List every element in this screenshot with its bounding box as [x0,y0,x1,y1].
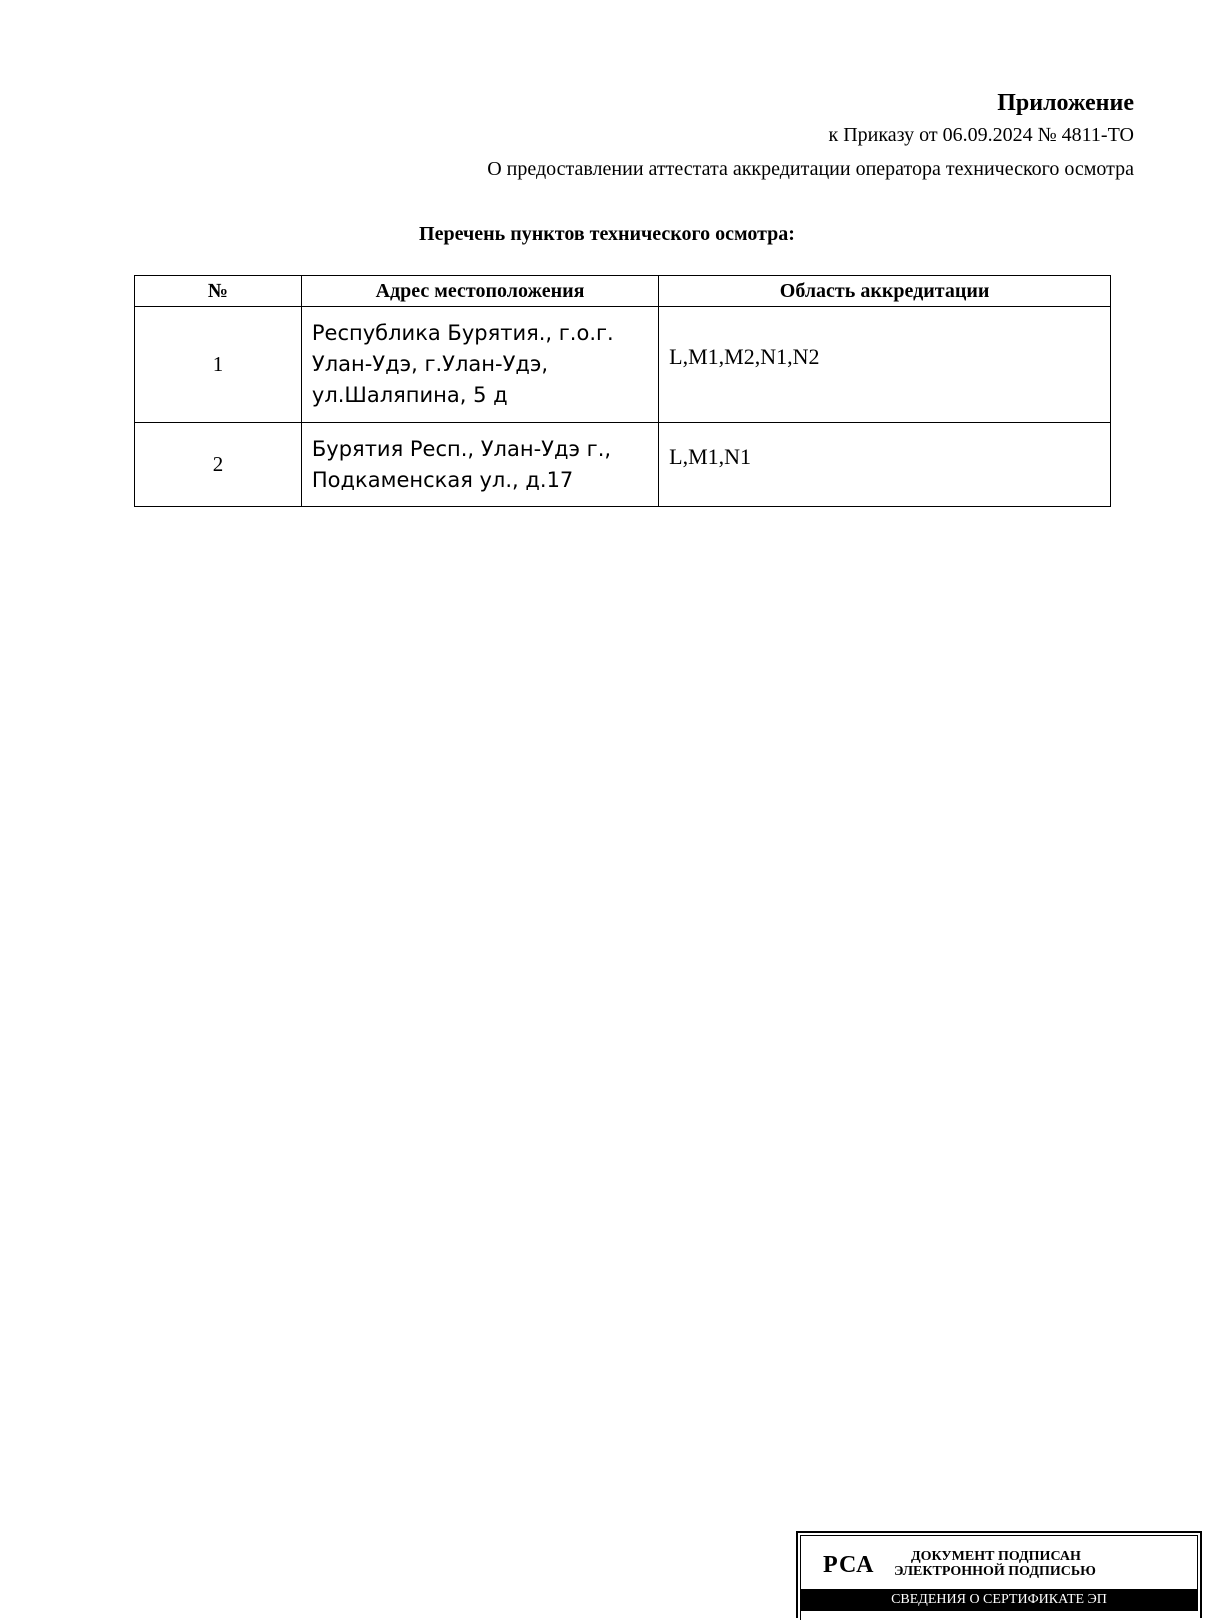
stamp-certificate-bar: СВЕДЕНИЯ О СЕРТИФИКАТЕ ЭП [800,1589,1198,1611]
row-address [301,307,658,423]
inspection-points-table [134,275,1111,507]
address-line: Улан-Удэ, г.Улан-Удэ, [311,352,549,376]
row-scope [659,307,1111,423]
list-title: Перечень пунктов технического осмотра: [419,223,795,245]
stamp-signed-line: ДОКУМЕНТ ПОДПИСАН [911,1549,1081,1564]
table-row [135,423,1111,507]
row-scope [659,423,1111,507]
address-line: Республика Бурятия., г.о.г. [311,321,614,345]
rsa-logo: РСА [823,1552,875,1578]
row-number: 2 [135,423,302,507]
row-address [301,423,658,507]
column-header-address: Адрес местоположения [301,276,658,307]
order-subject: О предоставлении аттестата аккредитации оператора технического осмотра [487,158,1134,180]
electronic-signature-stamp [796,1531,1202,1618]
address-line: Подкаменская ул., д.17 [311,467,574,492]
stamp-header [800,1535,1198,1589]
scope-text: L,M1,N1 [669,443,752,469]
stamp-divider [800,1611,801,1620]
column-header-number: № [135,276,302,307]
address-line: Бурятия Респ., Улан-Удэ г., [311,436,612,461]
scope-text: L,M1,M2,N1,N2 [669,343,820,369]
stamp-signature-line: ЭЛЕКТРОННОЙ ПОДПИСЬЮ [894,1564,1096,1579]
column-header-scope: Область аккредитации [659,276,1111,307]
row-number: 1 [135,307,302,423]
address-line: ул.Шаляпина, 5 д [311,383,508,407]
order-reference: к Приказу от 06.09.2024 № 4811-ТО [828,124,1134,146]
table-row [135,307,1111,423]
table-header-row [135,276,1111,307]
appendix-title: Приложение [997,90,1134,116]
